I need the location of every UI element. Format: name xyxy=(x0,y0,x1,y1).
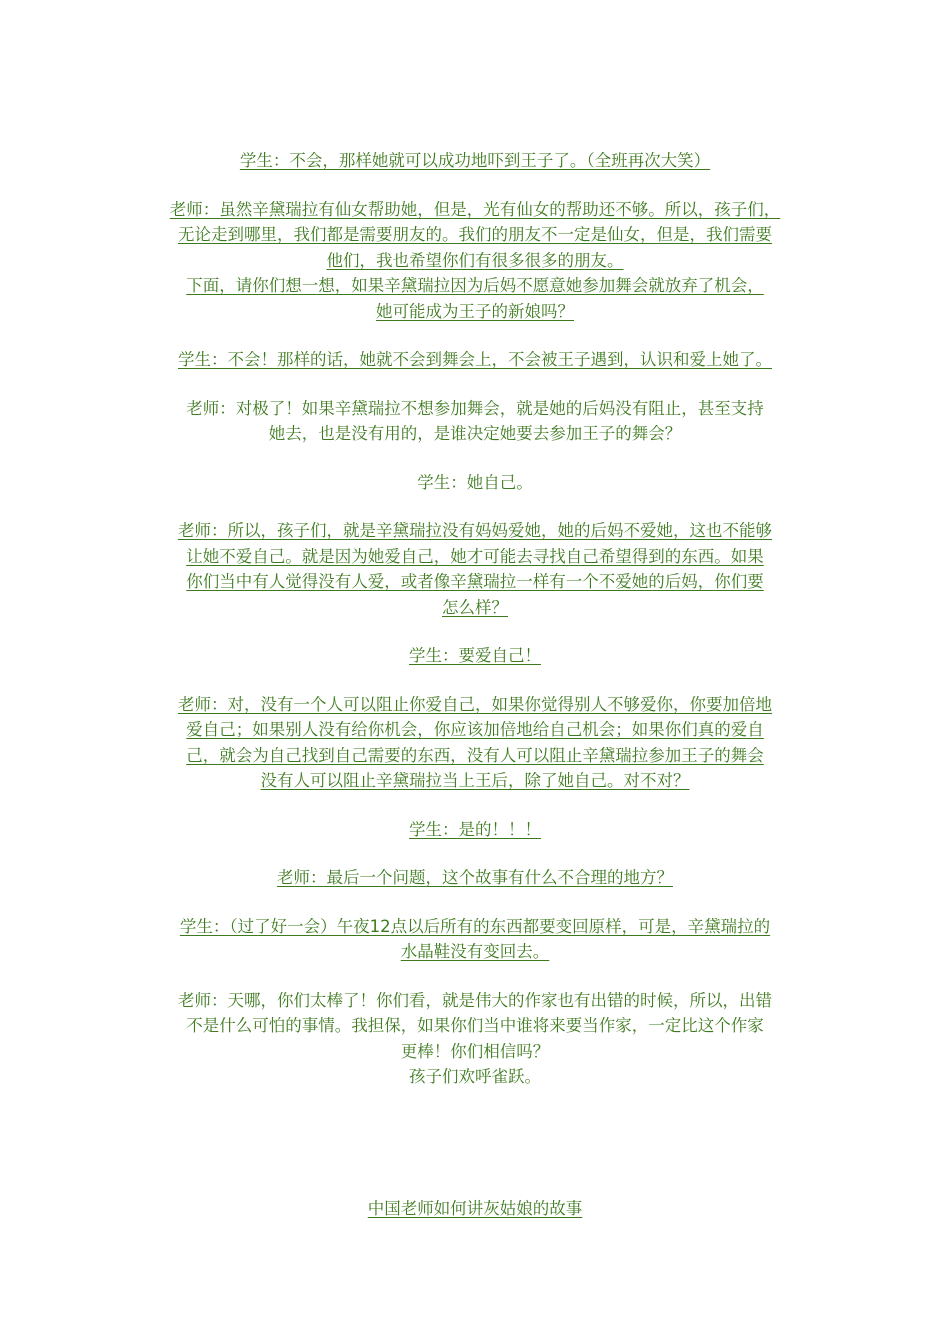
text-line: 没有人可以阻止辛黛瑞拉当上王后，除了她自己。对不对？ xyxy=(260,771,690,790)
text-line: 老师：最后一个问题，这个故事有什么不合理的地方？ xyxy=(277,868,673,887)
text-line: 学生：是的！！！ xyxy=(409,819,541,839)
text-line: 学生：要爱自己！ xyxy=(409,646,541,665)
dialogue-paragraph xyxy=(143,148,807,174)
dialogue-paragraph xyxy=(143,197,807,325)
dialogue-paragraph xyxy=(143,914,807,965)
text-line: 水晶鞋没有变回去。 xyxy=(400,942,550,961)
text-line: 你们当中有人觉得没有人爱，或者像辛黛瑞拉一样有一个不爱她的后妈，你们要 xyxy=(186,572,764,591)
text-line: 老师：所以，孩子们，就是辛黛瑞拉没有妈妈爱她，她的后妈不爱她，这也不能够 xyxy=(178,521,772,540)
text-line: 学生：她自己。 xyxy=(417,472,533,492)
document-body xyxy=(143,148,807,1113)
text-line: 怎么样？ xyxy=(442,597,508,617)
text-line: 孩子们欢呼雀跃。 xyxy=(409,1067,541,1086)
text-line: 老师：虽然辛黛瑞拉有仙女帮助她，但是，光有仙女的帮助还不够。所以，孩子们， xyxy=(169,199,781,219)
document-title: 中国老师如何讲灰姑娘的故事 xyxy=(367,1199,583,1218)
dialogue-paragraph xyxy=(143,817,807,843)
text-line: 学生：不会！那样的话，她就不会到舞会上，不会被王子遇到，认识和爱上她了。 xyxy=(178,350,772,369)
dialogue-paragraph xyxy=(143,692,807,794)
text-line: 老师：对，没有一个人可以阻止你爱自己，如果你觉得别人不够爱你，你要加倍地 xyxy=(178,694,772,714)
dialogue-paragraph xyxy=(143,396,807,447)
dialogue-paragraph xyxy=(143,470,807,496)
text-line: 她可能成为王子的新娘吗？ xyxy=(376,301,574,321)
text-line: 爱自己；如果别人没有给你机会，你应该加倍地给自己机会；如果你们真的爱自 xyxy=(186,720,764,739)
text-line: 他们，我也希望你们有很多很多的朋友。 xyxy=(326,250,624,270)
dialogue-paragraph xyxy=(143,518,807,620)
text-line: 不是什么可怕的事情。我担保，如果你们当中谁将来要当作家，一定比这个作家 xyxy=(186,1016,764,1035)
text-line: 学生：不会，那样她就可以成功地吓到王子了。（全班再次大笑） xyxy=(239,151,711,170)
dialogue-paragraph xyxy=(143,988,807,1090)
text-line: 无论走到哪里，我们都是需要朋友的。我们的朋友不一定是仙女，但是，我们需要 xyxy=(178,225,772,244)
dialogue-paragraph xyxy=(143,865,807,891)
dialogue-paragraph xyxy=(143,347,807,373)
dialogue-paragraph xyxy=(143,643,807,669)
text-line: 让她不爱自己。就是因为她爱自己，她才可能去寻找自己希望得到的东西。如果 xyxy=(186,546,764,566)
text-line: 老师：天哪，你们太棒了！你们看，就是伟大的作家也有出错的时候，所以，出错 xyxy=(178,990,772,1010)
text-line: 更棒！你们相信吗？ xyxy=(400,1041,550,1061)
text-line: 下面，请你们想一想，如果辛黛瑞拉因为后妈不愿意她参加舞会就放弃了机会， xyxy=(186,276,764,295)
text-line: 她去，也是没有用的，是谁决定她要去参加王子的舞会？ xyxy=(268,424,682,443)
text-line: 己，就会为自己找到自己需要的东西，没有人可以阻止辛黛瑞拉参加王子的舞会 xyxy=(186,745,764,765)
text-line: 学生：（过了好一会）午夜12点以后所有的东西都要变回原样，可是，辛黛瑞拉的 xyxy=(179,916,771,936)
text-line: 老师：对极了！如果辛黛瑞拉不想参加舞会，就是她的后妈没有阻止，甚至支持 xyxy=(186,398,764,418)
